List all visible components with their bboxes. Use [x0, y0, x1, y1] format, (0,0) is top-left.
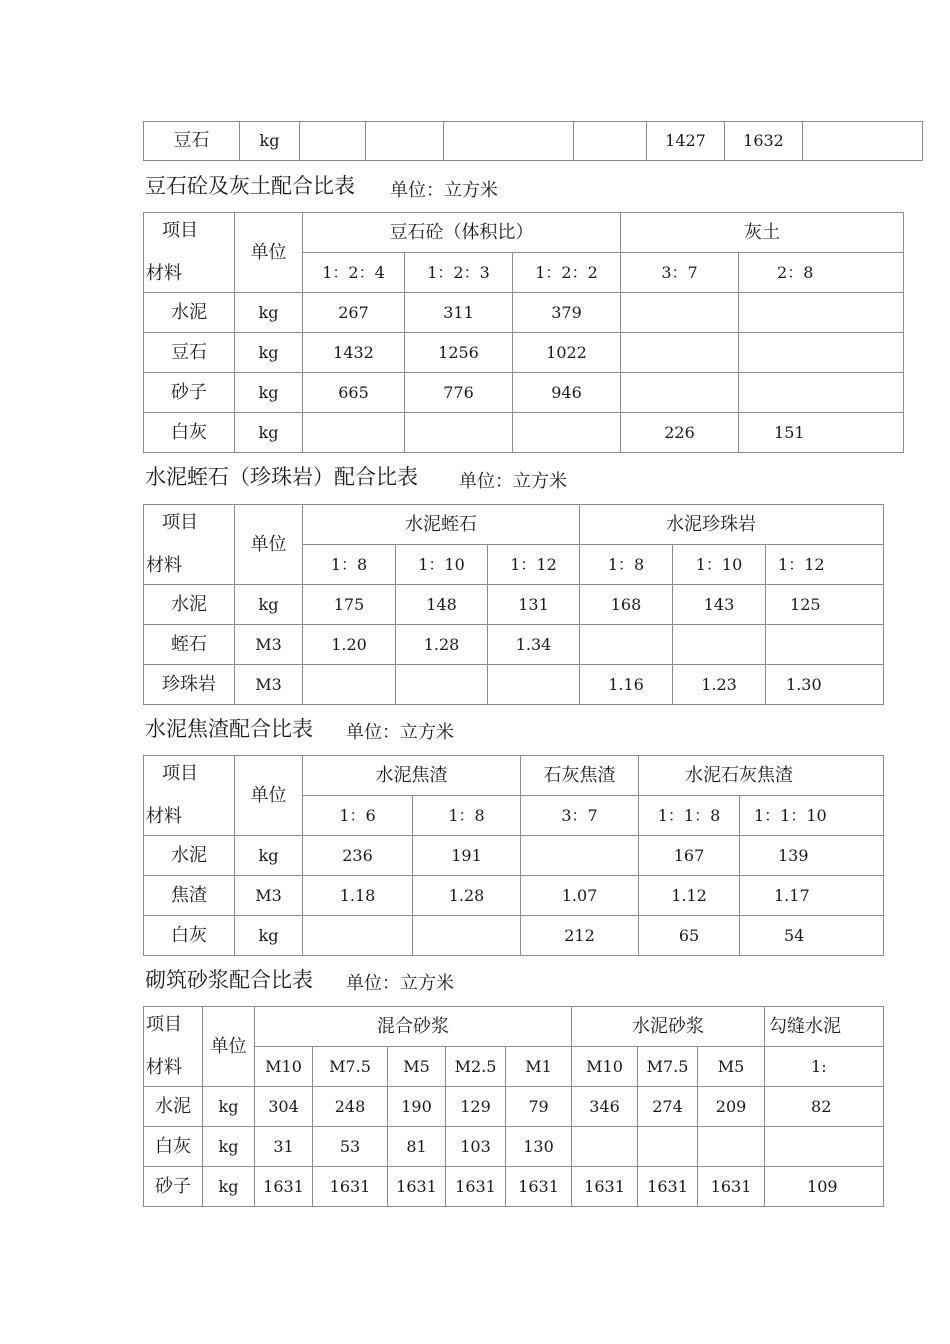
ratio-header: 2：8 — [739, 253, 904, 293]
material-name: 白灰 — [144, 916, 235, 956]
cell: 1427 — [647, 122, 725, 161]
value-cell: 1.07 — [521, 876, 639, 916]
unit-cell: kg — [235, 293, 303, 333]
header-unit: 单位 — [235, 756, 303, 836]
header-item: 项目 — [162, 220, 198, 241]
value-cell — [303, 665, 396, 705]
value-cell: 151 — [739, 413, 904, 453]
material-name: 水泥 — [144, 1087, 203, 1127]
table-clip — [143, 1006, 842, 1208]
value-cell: 1256 — [405, 333, 513, 373]
material-name: 砂子 — [144, 373, 235, 413]
header-material: 材料 — [146, 263, 182, 285]
group-header: 水泥砂浆 — [572, 1007, 765, 1047]
value-cell — [303, 916, 413, 956]
value-cell — [621, 333, 739, 373]
value-cell: 1631 — [388, 1167, 446, 1207]
value-cell — [580, 625, 673, 665]
value-cell: 168 — [580, 585, 673, 625]
material-name: 蛭石 — [144, 625, 235, 665]
value-cell: 109 — [765, 1167, 884, 1207]
table-row — [144, 373, 904, 413]
ratio-header: 3：7 — [521, 796, 639, 836]
value-cell: 1631 — [572, 1167, 638, 1207]
cell-material: 豆石 — [144, 122, 240, 161]
group-header: 豆石砼（体积比） — [303, 213, 621, 253]
table-row — [144, 916, 884, 956]
value-cell: 311 — [405, 293, 513, 333]
value-cell: 131 — [488, 585, 580, 625]
group-header: 石灰焦渣 — [521, 756, 639, 796]
value-cell: 103 — [446, 1127, 506, 1167]
value-cell: 143 — [673, 585, 766, 625]
header-item: 项目 — [162, 763, 198, 784]
material-name: 水泥 — [144, 585, 235, 625]
table-clip — [143, 755, 827, 957]
section-unit: 单位：立方米 — [346, 722, 454, 743]
header-item: 项目 — [146, 1014, 182, 1035]
value-cell: 1022 — [513, 333, 621, 373]
value-cell: 125 — [766, 585, 884, 625]
grade-header: 1: — [765, 1047, 884, 1087]
value-cell: 148 — [396, 585, 488, 625]
value-cell: 1.20 — [303, 625, 396, 665]
value-cell — [621, 373, 739, 413]
unit-cell: kg — [235, 585, 303, 625]
ratio-header: 1：8 — [303, 545, 396, 585]
group-header: 水泥焦渣 — [303, 756, 521, 796]
ratio-header: 3：7 — [621, 253, 739, 293]
value-cell: 226 — [621, 413, 739, 453]
table-row — [144, 625, 884, 665]
section-unit: 单位：立方米 — [390, 180, 498, 201]
table-row — [144, 665, 884, 705]
cell — [444, 122, 574, 161]
cell: 1632 — [725, 122, 803, 161]
unit-cell: kg — [235, 333, 303, 373]
header-item-material — [144, 756, 235, 836]
value-cell: 82 — [765, 1087, 884, 1127]
value-cell — [739, 333, 904, 373]
material-name: 珍珠岩 — [144, 665, 235, 705]
table-row — [144, 585, 884, 625]
table-row — [144, 333, 904, 373]
header-unit: 单位 — [235, 213, 303, 293]
value-cell — [739, 293, 904, 333]
table-row — [144, 293, 904, 333]
unit-cell: kg — [235, 413, 303, 453]
unit-cell: kg — [235, 836, 303, 876]
table-row — [144, 1087, 884, 1127]
value-cell — [413, 916, 521, 956]
value-cell: 946 — [513, 373, 621, 413]
value-cell: 1631 — [446, 1167, 506, 1207]
value-cell: 267 — [303, 293, 405, 333]
value-cell: 212 — [521, 916, 639, 956]
ratio-header: 1：2：4 — [303, 253, 405, 293]
material-name: 水泥 — [144, 836, 235, 876]
group-header: 水泥蛭石 — [303, 505, 580, 545]
material-name: 焦渣 — [144, 876, 235, 916]
header-material: 材料 — [146, 1057, 182, 1079]
unit-cell: kg — [235, 373, 303, 413]
value-cell — [698, 1127, 765, 1167]
header-item: 项目 — [162, 512, 198, 533]
grade-header: M1 — [506, 1047, 572, 1087]
ratio-header: 1：12 — [488, 545, 580, 585]
value-cell — [521, 836, 639, 876]
group-header: 水泥珍珠岩 — [580, 505, 884, 545]
header-item-material — [144, 505, 235, 585]
mix-table-1 — [143, 212, 904, 453]
value-cell: 54 — [740, 916, 884, 956]
unit-cell: kg — [235, 916, 303, 956]
value-cell — [488, 665, 580, 705]
value-cell: 1631 — [506, 1167, 572, 1207]
table-clip — [143, 504, 825, 706]
ratio-header: 1：1：10 — [740, 796, 884, 836]
group-header: 灰土 — [621, 213, 904, 253]
value-cell — [513, 413, 621, 453]
ratio-header: 1：1：8 — [639, 796, 740, 836]
unit-cell: M3 — [235, 665, 303, 705]
value-cell: 1.16 — [580, 665, 673, 705]
value-cell: 139 — [740, 836, 884, 876]
value-cell: 776 — [405, 373, 513, 413]
header-row — [144, 505, 884, 545]
ratio-header: 1：12 — [766, 545, 884, 585]
header-material: 材料 — [146, 806, 182, 828]
unit-cell: kg — [203, 1167, 255, 1207]
value-cell: 665 — [303, 373, 405, 413]
value-cell: 129 — [446, 1087, 506, 1127]
table-row — [144, 1167, 884, 1207]
value-cell: 209 — [698, 1087, 765, 1127]
ratio-header: 1：8 — [580, 545, 673, 585]
value-cell: 1.34 — [488, 625, 580, 665]
unit-cell: kg — [203, 1127, 255, 1167]
value-cell: 379 — [513, 293, 621, 333]
material-name: 砂子 — [144, 1167, 203, 1207]
ratio-header: 1：10 — [396, 545, 488, 585]
section-title: 豆石砼及灰土配合比表 — [145, 174, 355, 198]
value-cell — [766, 625, 884, 665]
cell — [803, 122, 923, 161]
mix-table-2 — [143, 504, 884, 705]
section-unit: 单位：立方米 — [346, 973, 454, 994]
value-cell: 81 — [388, 1127, 446, 1167]
cell — [366, 122, 444, 161]
value-cell: 175 — [303, 585, 396, 625]
value-cell — [405, 413, 513, 453]
grade-header: M10 — [572, 1047, 638, 1087]
value-cell: 346 — [572, 1087, 638, 1127]
material-name: 白灰 — [144, 413, 235, 453]
table-clip — [143, 212, 814, 456]
value-cell — [572, 1127, 638, 1167]
value-cell: 167 — [639, 836, 740, 876]
value-cell — [739, 373, 904, 413]
unit-cell: M3 — [235, 625, 303, 665]
ratio-header: 1：8 — [413, 796, 521, 836]
header-material: 材料 — [146, 555, 182, 577]
header-unit: 单位 — [203, 1007, 255, 1087]
value-cell: 1631 — [255, 1167, 313, 1207]
table-row — [144, 413, 904, 453]
value-cell: 130 — [506, 1127, 572, 1167]
top-row-table — [143, 121, 923, 161]
material-name: 豆石 — [144, 333, 235, 373]
value-cell: 1631 — [638, 1167, 698, 1207]
value-cell — [638, 1127, 698, 1167]
value-cell: 248 — [313, 1087, 388, 1127]
unit-cell: M3 — [235, 876, 303, 916]
material-name: 白灰 — [144, 1127, 203, 1167]
value-cell: 1631 — [313, 1167, 388, 1207]
unit-cell: kg — [203, 1087, 255, 1127]
ratio-header: 1：10 — [673, 545, 766, 585]
value-cell — [673, 625, 766, 665]
header-row — [144, 1007, 884, 1047]
table-row — [144, 122, 923, 161]
value-cell: 1631 — [698, 1167, 765, 1207]
value-cell: 79 — [506, 1087, 572, 1127]
value-cell: 1.30 — [766, 665, 884, 705]
group-header: 勾缝水泥 — [765, 1007, 884, 1047]
value-cell: 1.23 — [673, 665, 766, 705]
header-row — [144, 213, 904, 253]
table-row — [144, 876, 884, 916]
section-title: 水泥焦渣配合比表 — [145, 717, 313, 741]
value-cell: 1.12 — [639, 876, 740, 916]
grade-header: M5 — [698, 1047, 765, 1087]
value-cell: 274 — [638, 1087, 698, 1127]
value-cell: 191 — [413, 836, 521, 876]
value-cell: 190 — [388, 1087, 446, 1127]
section-title: 砌筑砂浆配合比表 — [145, 968, 313, 992]
value-cell: 53 — [313, 1127, 388, 1167]
header-unit: 单位 — [235, 505, 303, 585]
value-cell: 65 — [639, 916, 740, 956]
value-cell: 31 — [255, 1127, 313, 1167]
header-row — [144, 756, 884, 796]
ratio-header: 1：2：3 — [405, 253, 513, 293]
group-header: 混合砂浆 — [255, 1007, 572, 1047]
subheader-row — [144, 1047, 884, 1087]
header-item-material — [144, 213, 235, 293]
cell — [574, 122, 647, 161]
value-cell: 1.28 — [396, 625, 488, 665]
grade-header: M7.5 — [638, 1047, 698, 1087]
section-title: 水泥蛭石（珍珠岩）配合比表 — [145, 465, 418, 489]
value-cell — [621, 293, 739, 333]
ratio-header: 1：2：2 — [513, 253, 621, 293]
mix-table-4 — [143, 1006, 884, 1207]
table-row — [144, 1127, 884, 1167]
cell-unit: kg — [240, 122, 300, 161]
value-cell — [765, 1127, 884, 1167]
value-cell: 1432 — [303, 333, 405, 373]
table-row — [144, 836, 884, 876]
value-cell: 1.18 — [303, 876, 413, 916]
value-cell: 304 — [255, 1087, 313, 1127]
section-unit: 单位：立方米 — [459, 471, 567, 492]
grade-header: M10 — [255, 1047, 313, 1087]
material-name: 水泥 — [144, 293, 235, 333]
value-cell: 1.17 — [740, 876, 884, 916]
value-cell — [396, 665, 488, 705]
value-cell: 236 — [303, 836, 413, 876]
ratio-header: 1：6 — [303, 796, 413, 836]
cell — [300, 122, 366, 161]
group-header: 水泥石灰焦渣 — [639, 756, 884, 796]
mix-table-3 — [143, 755, 884, 956]
grade-header: M2.5 — [446, 1047, 506, 1087]
value-cell — [303, 413, 405, 453]
value-cell: 1.28 — [413, 876, 521, 916]
header-item-material — [144, 1007, 203, 1087]
grade-header: M7.5 — [313, 1047, 388, 1087]
grade-header: M5 — [388, 1047, 446, 1087]
